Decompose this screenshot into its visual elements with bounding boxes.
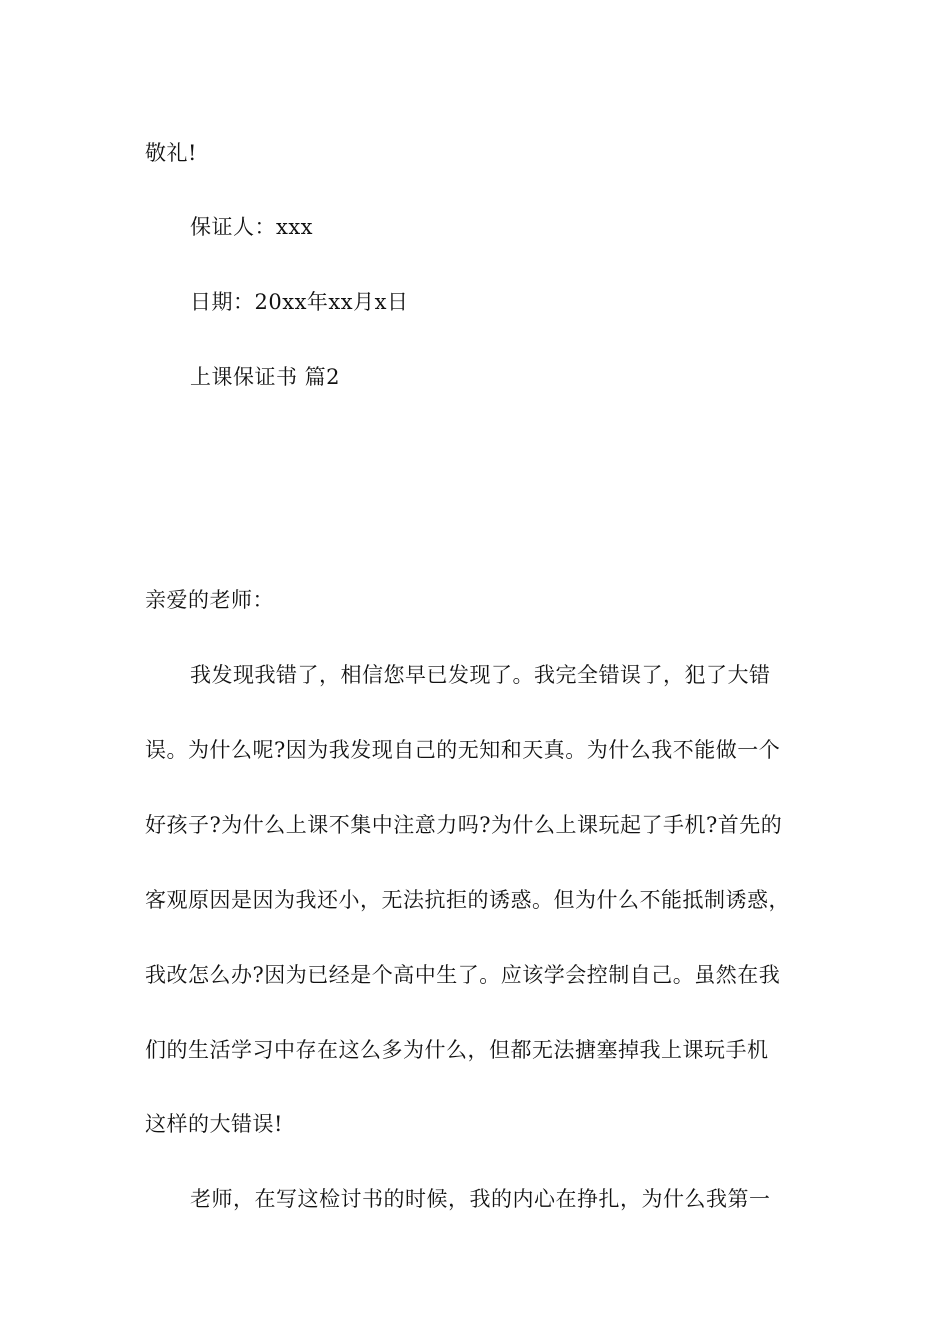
paragraph1-line: 我改怎么办?因为已经是个高中生了。应该学会控制自己。虽然在我 (145, 963, 781, 987)
paragraph1-line: 好孩子?为什么上课不集中注意力吗?为什么上课玩起了手机?首先的 (145, 813, 783, 837)
paragraph1-line: 客观原因是因为我还小，无法抗拒的诱惑。但为什么不能抵制诱惑， (145, 888, 790, 912)
signer-line: 保证人：xxx (190, 215, 314, 239)
paragraph1-line: 们的生活学习中存在这么多为什么，但都无法搪塞掉我上课玩手机 (145, 1038, 769, 1062)
paragraph1-line: 这样的大错误! (145, 1112, 283, 1136)
paragraph2-line: 老师，在写这检讨书的时候，我的内心在挣扎，为什么我第一 (190, 1187, 771, 1211)
salutation-line: 亲爱的老师： (145, 588, 274, 612)
paragraph1-line: 我发现我错了，相信您早已发现了。我完全错误了，犯了大错 (190, 663, 771, 687)
section-title: 上课保证书 篇2 (190, 365, 341, 389)
paragraph1-line: 误。为什么呢?因为我发现自己的无知和天真。为什么我不能做一个 (145, 738, 781, 762)
date-line: 日期：20xx年xx月x日 (190, 290, 409, 314)
closing-line: 敬礼! (145, 141, 197, 165)
